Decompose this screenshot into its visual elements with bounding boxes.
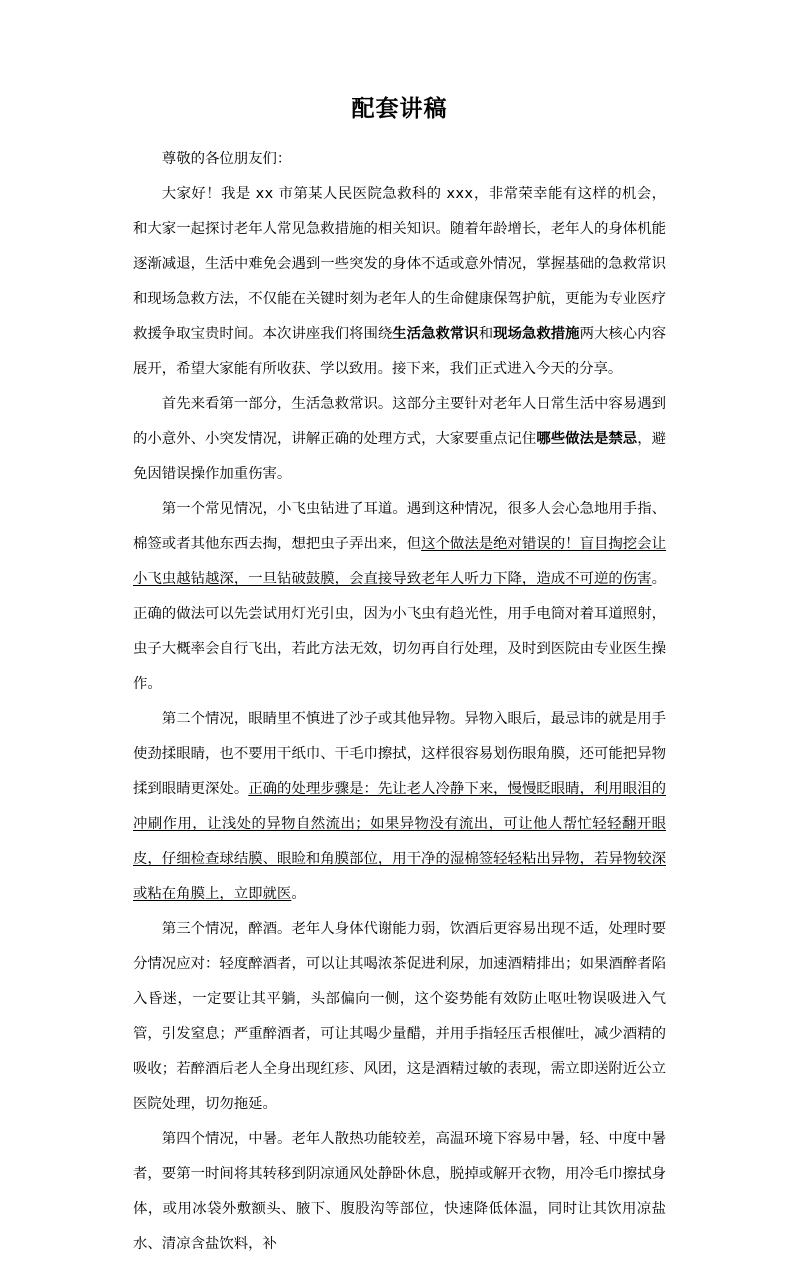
text-run: 第四个情况，中暑。老年人散热功能较差，高温环境下容易中暑，轻、中度中暑者，要第一时间将其转移到阴凉通风处静卧休息，脱掉或解开衣物，用冷毛巾擦拭身体，或用冰袋外敷额头、腋下、腹股沟等部位，快速降低体温，同时让其饮用凉盐水、清凉含盐饮料，补 [133,1131,666,1252]
page-title: 配套讲稿 [351,96,448,122]
paragraph-case-2 [133,702,666,912]
paragraph-case-4 [133,1122,666,1262]
text-run: 。 [291,886,306,902]
document-body [133,126,666,1262]
text-run: ，非常荣幸能有这样的机会，和大家一起探讨老年人常见急救措施的相关知识。随着年龄增长，老年人的身体机能逐渐减退，生活中难免会遇到一些突发的身体不适或意外情况，掌握基础的急救常识和现场急救方法，不仅能在关键时刻为老年人的生命健康保驾护航，更能为专业医疗救援争取宝贵时间。本次讲座我们将围绕 [133,186,666,342]
text-run: 第一个常见情况，小飞虫钻进了耳道。遇到这种情况，很多人会心急地用手指、棉签或者其他东西去掏，想把虫子弄出来，但 [133,501,666,552]
underlined-run: 这个做法是绝对错误的！盲目掏挖会让小飞虫越钻越深，一旦钻破鼓膜，会直接导致老年人听力下降，造成不可逆的伤害 [133,536,666,587]
bold-run: 现场急救措施 [493,326,580,342]
text-run: 和 [478,326,494,342]
text-run: 市第某人民医院急救科的 [273,186,447,202]
text-run: 大家好！我是 [161,186,256,202]
paragraph-case-1 [133,492,666,702]
page-content-column [133,0,666,1262]
paragraph-case-3 [133,912,666,1122]
paragraph-intro [133,177,666,387]
text-run: 。正确的做法可以先尝试用灯光引虫，因为小飞虫有趋光性，用手电筒对着耳道照射，虫子大概率会自行飞出，若此方法无效，切勿再自行处理，及时到医院由专业医生操作。 [133,571,666,692]
placeholder-run: xxx [446,186,474,202]
bold-run: 哪些做法是禁忌 [536,431,638,447]
text-run: 第二个情况，眼睛里不慎进了沙子或其他异物。异物入眼后，最忌讳的就是用手使劲揉眼睛，也不要用干纸巾、干毛巾擦拭，这样很容易划伤眼角膜，还可能把异物揉到眼睛更深处。 [133,711,666,797]
salutation-line: 尊敬的各位朋友们： [161,151,292,167]
text-run: ，避免因错误操作加重伤害。 [133,431,666,482]
underlined-run: 正确的处理步骤是：先让老人冷静下来，慢慢眨眼睛，利用眼泪的冲刷作用，让浅处的异物自然流出；如果异物没有流出，可让他人帮忙轻轻翻开眼皮，仔细检查球结膜、眼睑和角膜部位，用干净的湿棉签轻轻粘出异物，若异物较深或粘在角膜上，立即就医 [133,781,666,902]
placeholder-run: xx [255,186,274,202]
text-run: 第三个情况，醉酒。老年人身体代谢能力弱，饮酒后更容易出现不适，处理时要分情况应对：轻度醉酒者，可以让其喝浓茶促进利尿，加速酒精排出；如果酒醉者陷入昏迷，一定要让其平躺，头部偏向一侧，这个姿势能有效防止呕吐物误吸进入气管，引发窒息；严重醉酒者，可让其喝少量醋，并用手指轻压舌根催吐，减少酒精的吸收；若醉酒后老人全身出现红疹、风团，这是酒精过敏的表现，需立即送附近公立医院处理，切勿拖延。 [133,921,666,1112]
text-run: 两大核心内容展开，希望大家能有所收获、学以致用。接下来，我们正式进入今天的分享。 [133,326,666,377]
text-run: 首先来看第一部分，生活急救常识。这部分主要针对老年人日常生活中容易遇到的小意外、小突发情况，讲解正确的处理方式，大家要重点记住 [133,396,666,447]
bold-run: 生活急救常识 [392,326,479,342]
paragraph-part-one [133,387,666,492]
